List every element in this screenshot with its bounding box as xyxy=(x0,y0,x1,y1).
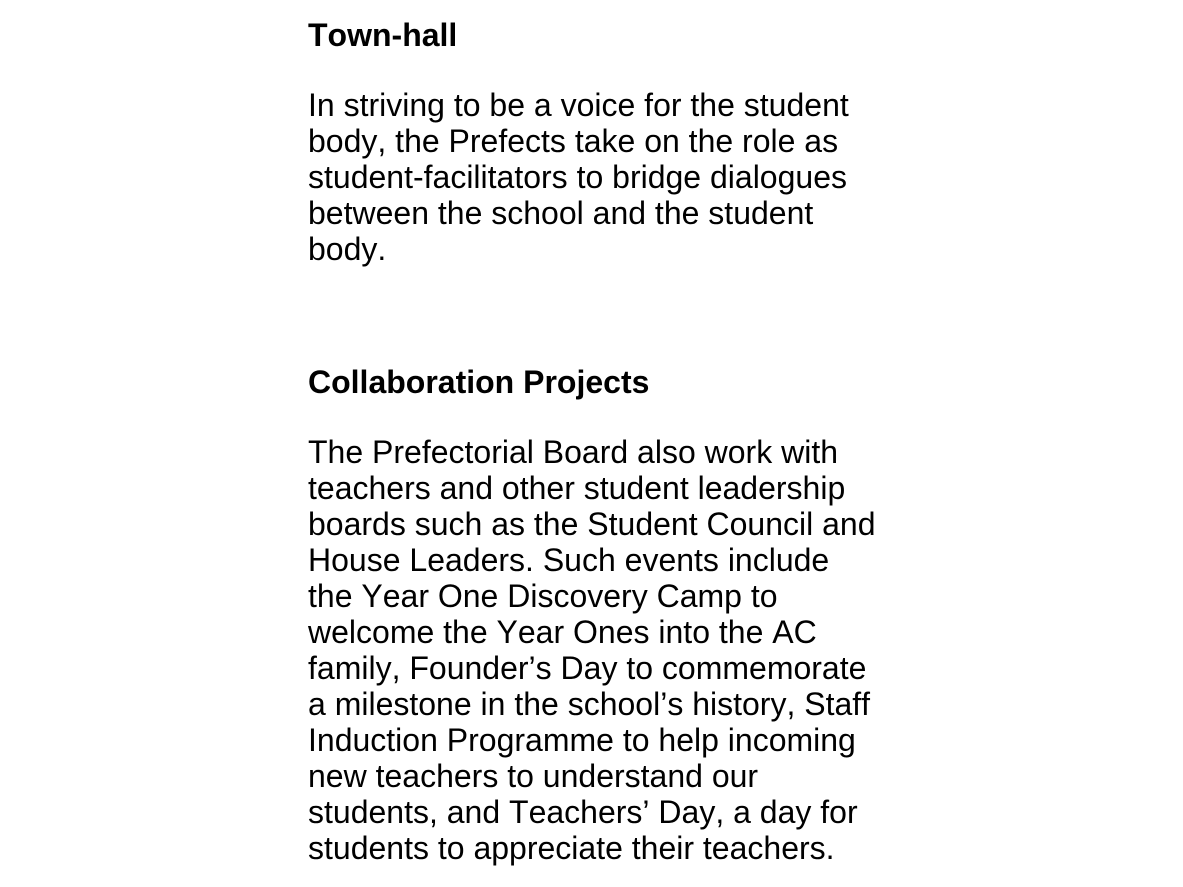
section-collaboration-projects xyxy=(308,364,878,866)
town-hall-paragraph: In striving to be a voice for the student body, the Prefects take on the role as student-facilitators to bridge dialogues between the school and the student body. xyxy=(308,87,849,267)
article-content xyxy=(308,17,878,866)
section-town-hall xyxy=(308,17,878,267)
town-hall-heading: Town-hall xyxy=(308,17,458,53)
collaboration-projects-paragraph: The Prefectorial Board also work with teachers and other student leadership boards such as the Student Council and House Leaders. Such events include the Year One Discovery Camp to welcome the Year Ones into the AC family, Founder’s Day to commemorate a milestone in the school’s history, Staff Induction Programme to help incoming new teachers to understand our students, and Teachers’ Day, a day for students to appreciate their teachers. xyxy=(308,434,876,866)
collaboration-projects-heading: Collaboration Projects xyxy=(308,364,650,400)
